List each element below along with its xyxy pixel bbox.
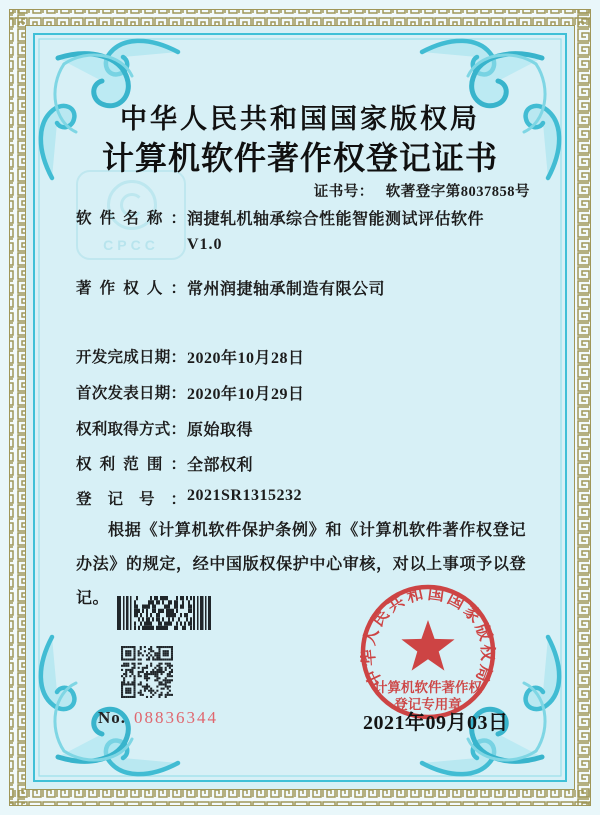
field-first-publish-date (76, 381, 305, 404)
field-value (187, 206, 484, 254)
field-copyright-owner (76, 276, 385, 299)
software-name-text: 润捷轧机轴承综合性能智能测试评估软件 (187, 211, 485, 228)
authority-title: 中华人民共和国国家版权局 (120, 104, 480, 134)
field-software-name (76, 206, 484, 254)
qr-code (121, 646, 173, 698)
field-value: 原始取得 (187, 422, 254, 439)
software-version-text: V1.0 (187, 236, 223, 253)
pdf417-barcode (117, 596, 211, 632)
field-label: 开发完成日期： (76, 349, 186, 366)
certificate-number-line (314, 180, 530, 201)
serial-number-value: 08836344 (134, 708, 219, 727)
field-rights-scope (76, 452, 253, 475)
field-label: 著作权人： (76, 280, 186, 297)
field-value: 2020年10月28日 (187, 350, 305, 367)
registration-statement: 根据《计算机软件保护条例》和《计算机软件著作权登记办法》的规定，经中国版权保护中心审核，对以上事项予以登记。 (76, 522, 526, 607)
serial-number-label: No. (98, 708, 127, 727)
field-label: 权利范围： (76, 456, 186, 473)
field-registration-no (76, 487, 302, 509)
field-value: 2020年10月29日 (187, 386, 305, 403)
seal-inner-line2: 登记专用章 (394, 697, 462, 712)
field-value: 全部权利 (187, 457, 254, 474)
certificate-number-value: 软著登字第8037858号 (385, 184, 530, 200)
field-dev-complete-date (76, 345, 305, 368)
field-value: 2021SR1315232 (187, 487, 302, 504)
field-label: 权利取得方式： (76, 421, 186, 438)
certificate-number-label: 证书号： (313, 184, 374, 200)
field-label: 软件名称： (76, 210, 186, 227)
seal-star-icon (401, 620, 454, 671)
field-rights-acquisition (76, 417, 253, 440)
field-label: 登记号： (76, 491, 186, 508)
seal-ring-text: 中华人民共和国国家版权局 (358, 583, 498, 690)
cpcc-watermark-text: CPCC (103, 237, 159, 253)
seal-inner-line1: 计算机软件著作权 (374, 680, 482, 695)
field-value: 常州润捷轴承制造有限公司 (187, 281, 386, 298)
certificate-title: 计算机软件著作权登记证书 (101, 140, 498, 176)
serial-number-line (98, 708, 218, 728)
field-label: 首次发表日期： (76, 385, 186, 402)
issue-date: 2021年09月03日 (363, 712, 509, 734)
